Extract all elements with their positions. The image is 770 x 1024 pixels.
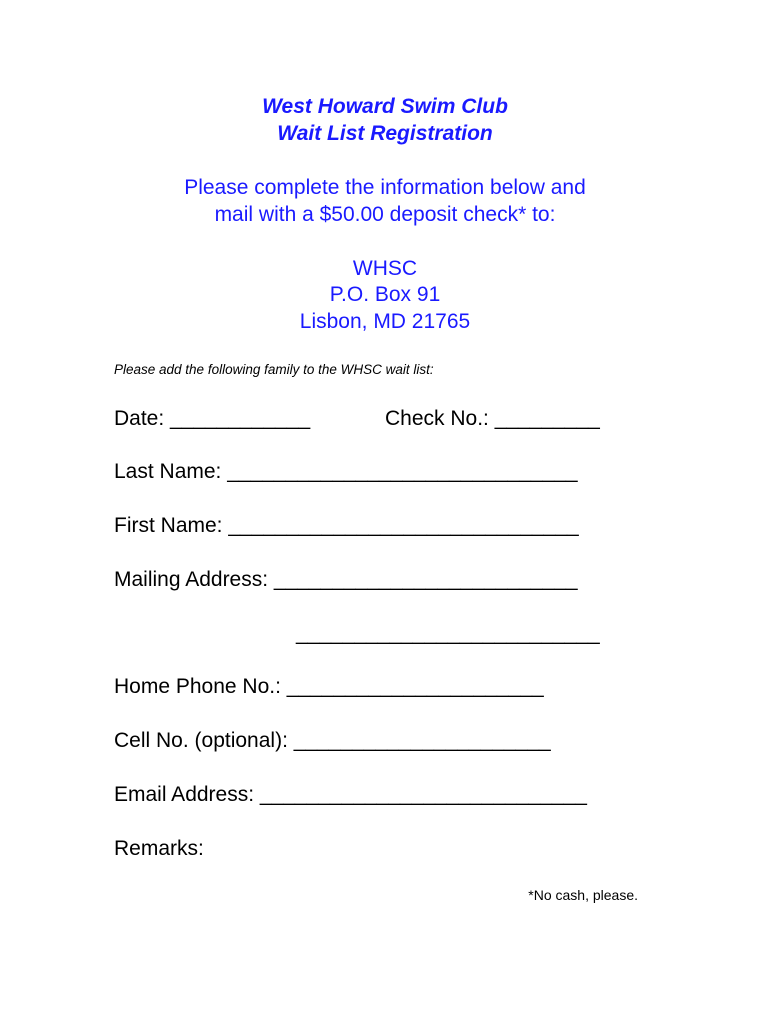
date-field[interactable]: Date: ____________	[114, 407, 311, 430]
instructions-line-1: Please complete the information below and	[184, 176, 586, 199]
mailing-name: WHSC	[352, 257, 418, 280]
cell-no-field[interactable]: Cell No. (optional): ______________________	[114, 729, 551, 752]
mailing-address-field[interactable]: Mailing Address: __________________________	[114, 568, 578, 591]
last-name-field[interactable]: Last Name: ______________________________	[114, 460, 578, 483]
title-line-1: West Howard Swim Club	[262, 95, 508, 118]
title-line-2: Wait List Registration	[277, 122, 493, 145]
first-name-field[interactable]: First Name: ______________________________	[114, 514, 579, 537]
intro-text: Please add the following family to the WHSC wait list:	[114, 362, 434, 377]
remarks-label: Remarks:	[114, 837, 204, 860]
instructions-line-2: mail with a $50.00 deposit check* to:	[214, 203, 556, 226]
mailing-po-box: P.O. Box 91	[329, 283, 441, 306]
email-address-field[interactable]: Email Address: ____________________________	[114, 783, 587, 806]
check-no-field[interactable]: Check No.: _________	[385, 407, 600, 430]
mailing-address-line-2-field[interactable]: __________________________	[296, 622, 600, 645]
home-phone-field[interactable]: Home Phone No.: ______________________	[114, 675, 544, 698]
mailing-city-state-zip: Lisbon, MD 21765	[299, 310, 471, 333]
no-cash-footnote: *No cash, please.	[528, 887, 638, 903]
